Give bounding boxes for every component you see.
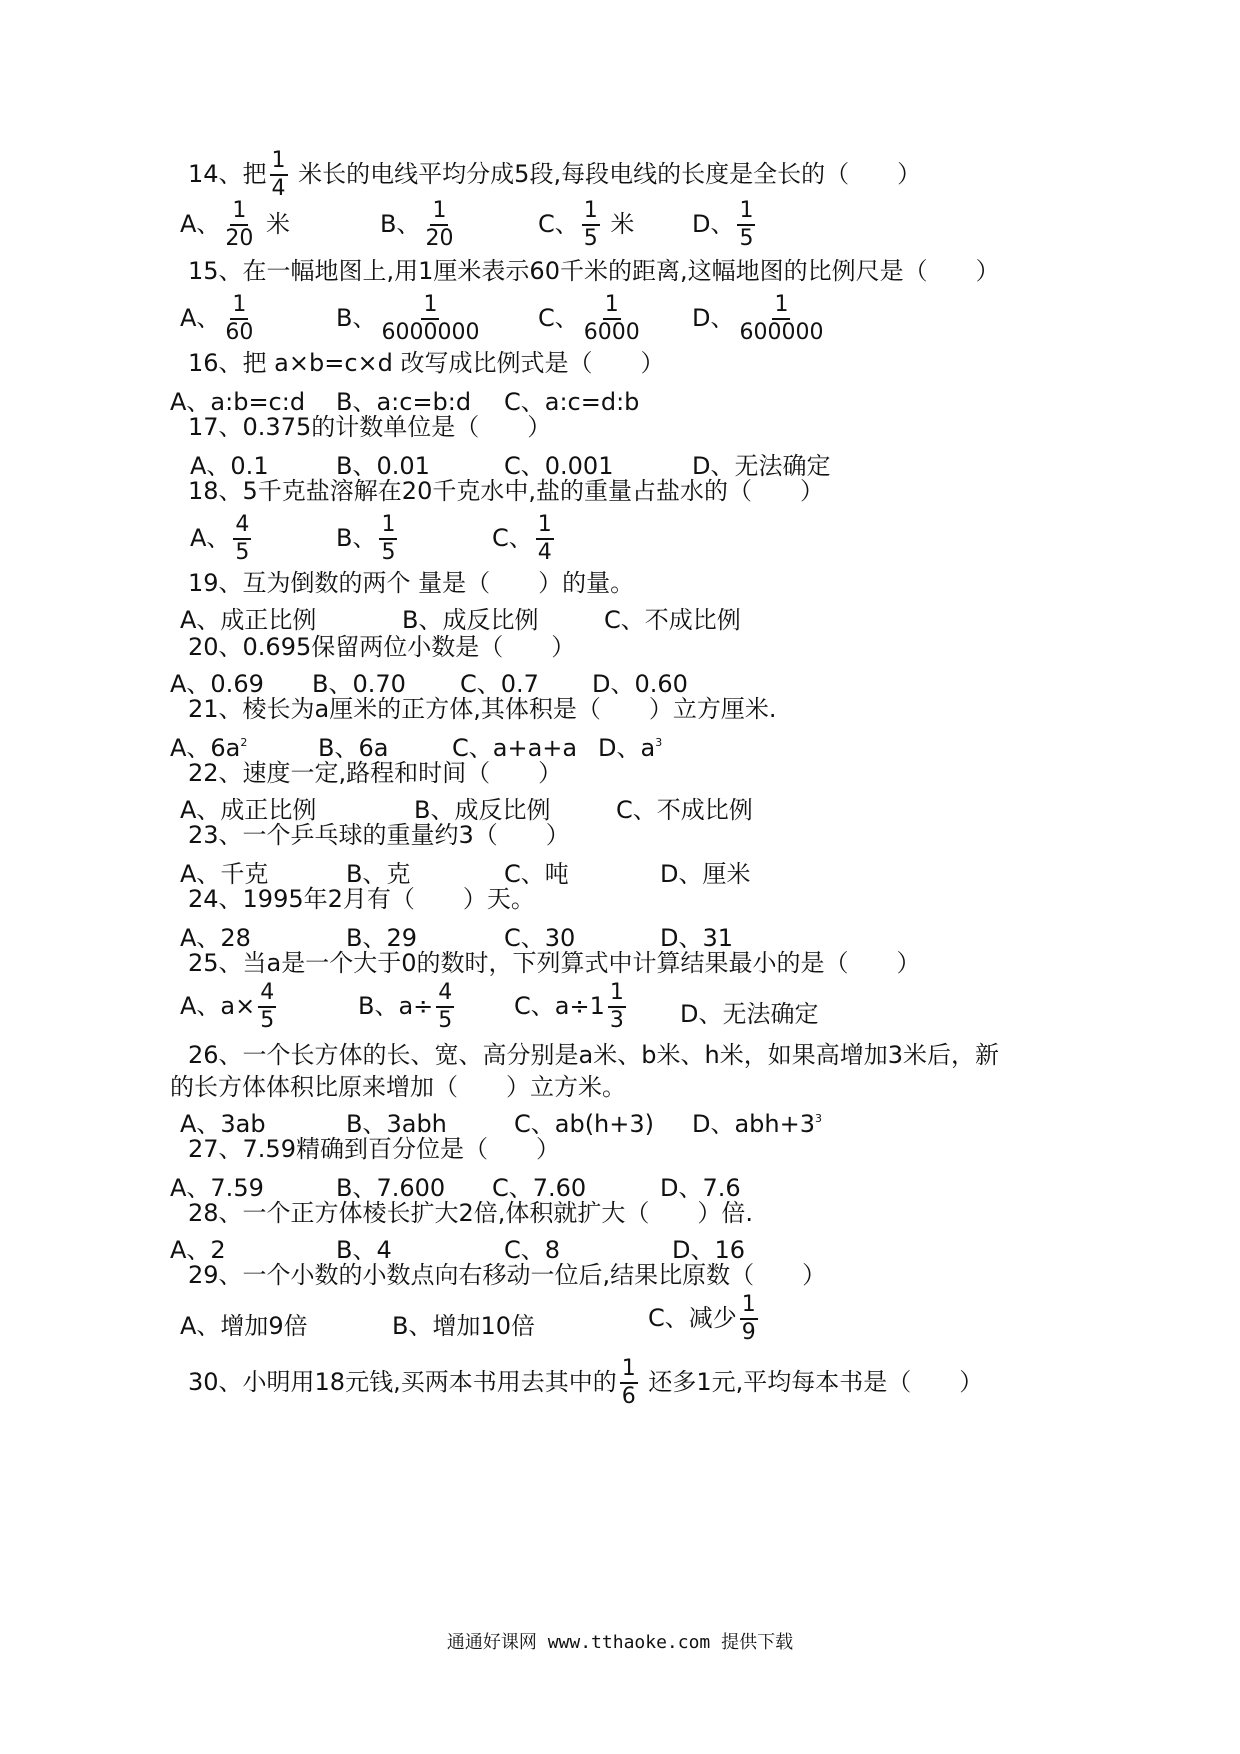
fraction-numerator: 1 — [582, 198, 600, 226]
fraction-numerator: 1 — [430, 198, 448, 226]
option-15-b — [336, 292, 484, 346]
fraction-numerator: 4 — [258, 980, 276, 1008]
fraction — [536, 512, 554, 566]
option-28-c: C、8 — [504, 1236, 561, 1264]
fraction-numerator: 1 — [379, 512, 397, 540]
question-29: 29、一个小数的小数点向右移动一位后,结果比原数（ ） — [188, 1261, 827, 1289]
question-26-continued: 的长方体体积比原来增加（ ）立方米。 — [170, 1073, 626, 1101]
fraction — [737, 198, 755, 252]
option-28-b: B、4 — [336, 1236, 392, 1264]
option-label: C、 — [538, 304, 579, 332]
option-label: A、 — [180, 210, 221, 238]
fraction-denominator: 4 — [537, 540, 552, 565]
option-24-a: A、28 — [180, 924, 251, 952]
option-label: D、 — [692, 304, 735, 332]
question-30 — [188, 1356, 983, 1410]
fraction-denominator: 6000 — [583, 320, 640, 345]
exponent: 3 — [815, 1112, 823, 1125]
option-19-c: C、不成比例 — [604, 606, 741, 634]
option-22-c: C、不成比例 — [616, 796, 753, 824]
question-text: 米长的电线平均分成5段,每段电线的长度是全长的（ ） — [290, 160, 922, 188]
option-29-a — [180, 1306, 308, 1341]
option-unit: 米 — [258, 210, 291, 238]
fraction — [740, 1292, 758, 1346]
option-27-c: C、7.60 — [492, 1174, 587, 1202]
fraction-numerator: 1 — [270, 148, 288, 176]
fraction-numerator: 1 — [603, 292, 621, 320]
fraction-denominator: 3 — [609, 1008, 624, 1033]
option-label: C、 — [538, 210, 579, 238]
option-label: A、 — [180, 304, 221, 332]
option-label: C、减少 — [648, 1304, 737, 1332]
fraction — [379, 292, 481, 346]
option-27-b: B、7.600 — [336, 1174, 446, 1202]
fraction — [379, 512, 397, 566]
question-14 — [188, 148, 921, 202]
fraction-numerator: 1 — [772, 292, 790, 320]
question-22: 22、速度一定,路程和时间（ ） — [188, 759, 563, 787]
fraction-denominator: 6000000 — [381, 320, 480, 345]
option-25-d — [680, 994, 818, 1029]
option-18-c — [492, 512, 557, 566]
fraction — [608, 980, 626, 1034]
option-20-a: A、0.69 — [170, 670, 264, 698]
fraction-denominator: 4 — [271, 176, 286, 201]
fraction-numerator: 1 — [421, 292, 439, 320]
fraction-denominator: 5 — [438, 1008, 453, 1033]
option-15-a — [180, 292, 258, 346]
fraction — [270, 148, 288, 202]
option-20-d: D、0.60 — [592, 670, 688, 698]
fraction — [582, 198, 600, 252]
option-label: A、6a — [170, 734, 241, 762]
option-15-d — [692, 292, 828, 346]
option-19-a: A、成正比例 — [180, 606, 317, 634]
fraction-denominator: 5 — [235, 540, 250, 565]
option-label: A、增加9倍 — [180, 1312, 308, 1340]
fraction-numerator: 1 — [740, 1292, 758, 1320]
fraction — [737, 292, 825, 346]
fraction-numerator: 1 — [230, 292, 248, 320]
question-19: 19、互为倒数的两个 量是（ ）的量。 — [188, 569, 635, 597]
option-14-d — [692, 198, 758, 252]
option-25-b — [358, 980, 457, 1034]
option-label: D、无法确定 — [680, 1000, 819, 1028]
option-24-b: B、29 — [346, 924, 418, 952]
fraction-denominator: 60 — [225, 320, 254, 345]
option-16-c: C、a:c=d:b — [504, 388, 640, 416]
option-17-a: A、0.1 — [190, 452, 269, 480]
question-28: 28、一个正方体棱长扩大2倍,体积就扩大（ ）倍. — [188, 1199, 754, 1227]
option-16-a: A、a:b=c:d — [170, 388, 306, 416]
question-16: 16、把 a×b=c×d 改写成比例式是（ ） — [188, 349, 665, 377]
option-29-c — [648, 1292, 761, 1346]
question-text: 30、小明用18元钱,买两本书用去其中的 — [188, 1368, 617, 1396]
fraction — [582, 292, 642, 346]
option-16-b: B、a:c=b:d — [336, 388, 472, 416]
question-17: 17、0.375的计数单位是（ ） — [188, 413, 552, 441]
option-14-a — [180, 198, 290, 252]
question-15: 15、在一幅地图上,用1厘米表示60千米的距离,这幅地图的比例尺是（ ） — [188, 257, 1000, 285]
fraction-numerator: 1 — [230, 198, 248, 226]
option-label: D、abh+3 — [692, 1110, 816, 1138]
option-24-c: C、30 — [504, 924, 576, 952]
question-20: 20、0.695保留两位小数是（ ） — [188, 633, 576, 661]
option-19-b: B、成反比例 — [402, 606, 539, 634]
option-15-c — [538, 292, 645, 346]
question-23: 23、一个乒乓球的重量约3（ ） — [188, 821, 570, 849]
option-26-d — [692, 1104, 822, 1139]
option-label: C、a÷1 — [514, 992, 605, 1020]
option-18-b — [336, 512, 400, 566]
fraction-numerator: 1 — [536, 512, 554, 540]
option-unit: 米 — [602, 210, 635, 238]
option-17-c: C、0.001 — [504, 452, 614, 480]
fraction-denominator: 6 — [621, 1384, 636, 1409]
option-label: B、 — [380, 210, 421, 238]
fraction — [436, 980, 454, 1034]
option-28-d: D、16 — [672, 1236, 746, 1264]
option-29-b — [392, 1306, 535, 1341]
question-18: 18、5千克盐溶解在20千克水中,盐的重量占盐水的（ ） — [188, 477, 824, 505]
option-28-a: A、2 — [170, 1236, 226, 1264]
fraction-numerator: 1 — [608, 980, 626, 1008]
fraction-numerator: 4 — [233, 512, 251, 540]
option-23-c: C、吨 — [504, 860, 569, 888]
option-21-d — [598, 728, 662, 763]
fraction — [223, 198, 255, 252]
fraction — [258, 980, 276, 1034]
fraction — [423, 198, 455, 252]
option-27-a: A、7.59 — [170, 1174, 264, 1202]
option-14-b — [380, 198, 458, 252]
option-25-c — [514, 980, 629, 1034]
fraction — [223, 292, 255, 346]
option-label: C、ab(h+3) — [514, 1110, 655, 1138]
fraction-denominator: 20 — [425, 226, 454, 251]
option-label: B、a÷ — [358, 992, 434, 1020]
option-18-a — [190, 512, 254, 566]
option-24-d: D、31 — [660, 924, 734, 952]
fraction-denominator: 5 — [260, 1008, 275, 1033]
option-17-d: D、无法确定 — [692, 452, 831, 480]
option-14-c — [538, 198, 634, 252]
option-label: B、增加10倍 — [392, 1312, 536, 1340]
option-23-d: D、厘米 — [660, 860, 751, 888]
fraction-denominator: 600000 — [739, 320, 824, 345]
option-22-a: A、成正比例 — [180, 796, 317, 824]
option-label: B、 — [336, 304, 377, 332]
question-text: 还多1元,平均每本书是（ ） — [640, 1368, 984, 1396]
footer-source-note: 通通好课网 www.tthaoke.com 提供下载 — [446, 1632, 794, 1653]
option-label: C、a+a+a — [452, 734, 578, 762]
fraction-numerator: 1 — [737, 198, 755, 226]
option-20-b: B、0.70 — [312, 670, 406, 698]
question-21: 21、棱长为a厘米的正方体,其体积是（ ）立方厘米. — [188, 695, 777, 723]
option-23-b: B、克 — [346, 860, 411, 888]
option-label: A、a× — [180, 992, 256, 1020]
exponent: 3 — [655, 736, 663, 749]
option-label: B、6a — [318, 734, 389, 762]
option-label: D、a — [598, 734, 656, 762]
fraction-numerator: 1 — [620, 1356, 638, 1384]
fraction-denominator: 9 — [741, 1320, 756, 1345]
question-26: 26、一个长方体的长、宽、高分别是a米、b米、h米，如果高增加3米后，新 — [188, 1041, 999, 1069]
option-label: D、 — [692, 210, 735, 238]
question-text: 14、把 — [188, 160, 267, 188]
question-24: 24、1995年2月有（ ）天。 — [188, 885, 535, 913]
fraction-denominator: 5 — [583, 226, 598, 251]
option-23-a: A、千克 — [180, 860, 269, 888]
fraction — [620, 1356, 638, 1410]
option-label: A、 — [190, 524, 231, 552]
option-label: C、 — [492, 524, 533, 552]
fraction-denominator: 20 — [225, 226, 254, 251]
question-27: 27、7.59精确到百分位是（ ） — [188, 1135, 560, 1163]
option-22-b: B、成反比例 — [414, 796, 551, 824]
question-25: 25、当a是一个大于0的数时，下列算式中计算结果最小的是（ ） — [188, 949, 921, 977]
fraction — [233, 512, 251, 566]
option-17-b: B、0.01 — [336, 452, 430, 480]
option-25-a — [180, 980, 279, 1034]
option-20-c: C、0.7 — [460, 670, 539, 698]
fraction-denominator: 5 — [739, 226, 754, 251]
option-label: A、3ab — [180, 1110, 266, 1138]
option-27-d: D、7.6 — [660, 1174, 741, 1202]
fraction-denominator: 5 — [381, 540, 396, 565]
option-label: B、3abh — [346, 1110, 447, 1138]
fraction-numerator: 4 — [436, 980, 454, 1008]
exponent: 2 — [240, 736, 248, 749]
option-label: B、 — [336, 524, 377, 552]
